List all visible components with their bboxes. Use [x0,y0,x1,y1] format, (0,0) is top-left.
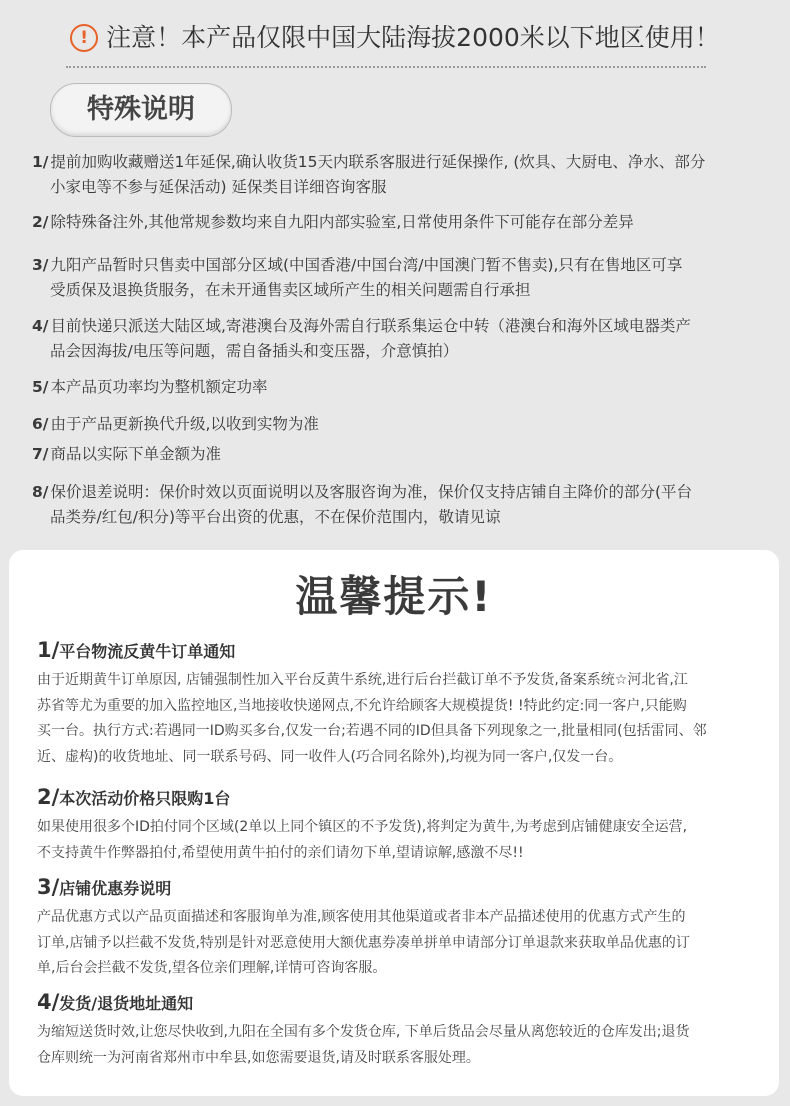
tip-section [37,990,765,1071]
tip-section-title: 1/平台物流反黄牛订单通知 [37,638,236,662]
note-item: 8/ 保价退差说明：保价时效以页面说明以及客服咨询为准，保价仅支持店铺自主降价的部分(平台 品类券/红包/积分)等平台出资的优惠，不在保价范围内，敬请见谅 [32,483,693,526]
tip-section [37,638,765,770]
tip-section-body: 为缩短送货时效,让您尽快收到,九阳在全国有多个发货仓库, 下单后货品会尽量从离您较近的仓库发出;退货 仓库则统一为河南省郑州市中牟县,如您需要退货,请及时联系客服处理。 [37,1024,690,1066]
exclamation-circle-icon: ! [70,24,98,52]
tip-section-title: 2/本次活动价格只限购1台 [37,785,231,809]
tip-section-title: 3/店铺优惠券说明 [37,875,172,899]
note-item: 2/ 除特殊备注外,其他常规参数均来自九阳内部实验室,日常使用条件下可能存在部分差异 [32,213,634,231]
note-item: 5/ 本产品页功率均为整机额定功率 [32,378,268,396]
tips-title: 温馨提示! [295,572,493,621]
tip-section [37,875,765,982]
note-item: 1/ 提前加购收藏赠送1年延保,确认收货15天内联系客服进行延保操作, (炊具、大厨电、净水、部分 小家电等不参与延保活动) 延保类目详细咨询客服 [32,153,706,196]
tip-section-body: 由于近期黄牛订单原因, 店铺强制性加入平台反黄牛系统,进行后台拦截订单不予发货,备案系统☆河北省,江 苏省等尤为重要的加入监控地区,当地接收快递网点,不允许给顾客大规模提货! !特此约定:同一客户,只能购 买一台。执行方式:若遇同一ID购买多台,仅发一台;若遇不同的ID但具备下列现象之一,批量相同(包括雷同、邻 近、虚构)的收货地址、同一联系号码、同一收件人(巧合同名除外),均视为同一客户,仅发一台。 [37,672,707,765]
warning-text: 注意！本产品仅限中国大陆海拔2000米以下地区使用！ [106,23,720,52]
note-item: 6/ 由于产品更新换代升级,以收到实物为准 [32,415,319,433]
dotted-divider [66,66,706,68]
special-notes-title: 特殊说明 [50,83,232,137]
note-item: 7/ 商品以实际下单金额为准 [32,445,221,463]
note-item: 4/ 目前快递只派送大陆区域,寄港澳台及海外需自行联系集运仓中转（港澳台和海外区域电器类产 品会因海拔/电压等问题，需自备插头和变压器，介意慎拍） [32,317,691,360]
tip-section-body: 产品优惠方式以产品页面描述和客服询单为准,顾客使用其他渠道或者非本产品描述使用的优惠方式产生的 订单,店铺予以拦截不发货,特别是针对恶意使用大额优惠券凑单拼单申请部分订单退款来获取单品优惠的订 单,后台会拦截不发货,望各位亲们理解,详情可咨询客服。 [37,909,690,976]
tips-card [9,550,779,1096]
tip-section-title: 4/发货/退货地址通知 [37,990,194,1014]
note-item: 3/ 九阳产品暂时只售卖中国部分区域(中国香港/中国台湾/中国澳门暂不售卖),只有在售地区可享 受质保及退换货服务，在未开通售卖区域所产生的相关问题需自行承担 [32,256,683,299]
warning-banner [0,18,790,54]
tip-section [37,785,765,866]
tip-section-body: 如果使用很多个ID拍付同个区域(2单以上同个镇区的不予发货),将判定为黄牛,为考虑到店铺健康安全运营, 不支持黄牛作弊器拍付,希望使用黄牛拍付的亲们请勿下单,望请谅解,感激不尽!! [37,819,688,861]
